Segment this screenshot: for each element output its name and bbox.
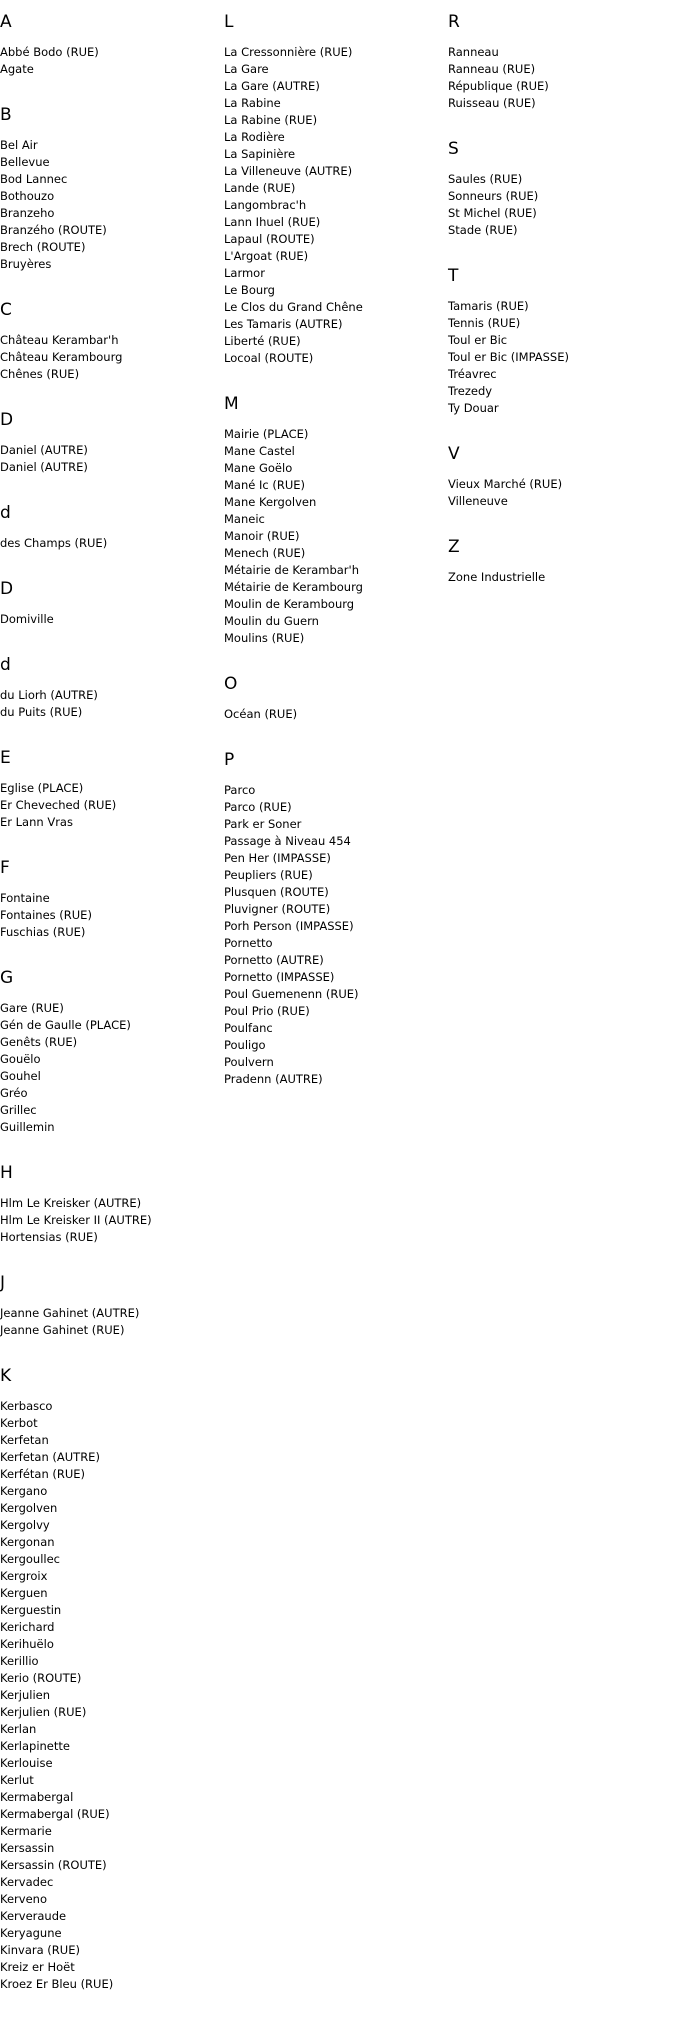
street-name: Domiville — [0, 612, 54, 626]
street-name: La Rodière — [224, 130, 285, 144]
street-name: Poul Prio (RUE) — [224, 1004, 310, 1018]
letter-group — [0, 1271, 222, 1339]
letter-group — [0, 408, 222, 476]
street-name: Ranneau — [448, 45, 499, 59]
street-name: Kerichard — [0, 1620, 55, 1634]
street-name: Pornetto — [224, 936, 273, 950]
street-name: Pouligo — [224, 1038, 266, 1052]
street-name: Abbé Bodo (RUE) — [0, 45, 99, 59]
letter-group — [448, 137, 670, 239]
street-name: St Michel (RUE) — [448, 206, 537, 220]
letter-heading: T — [448, 266, 459, 286]
street-name: Poulfanc — [224, 1021, 273, 1035]
street-list — [0, 1195, 222, 1246]
letter-group — [224, 672, 446, 723]
street-list — [0, 44, 222, 78]
letter-heading: d — [0, 655, 11, 675]
street-name: Kerio (ROUTE) — [0, 1671, 82, 1685]
street-name: Moulin du Guern — [224, 614, 319, 628]
street-name: Keryagune — [0, 1926, 62, 1940]
street-name: Kermarie — [0, 1824, 52, 1838]
street-name: Poul Guemenenn (RUE) — [224, 987, 359, 1001]
street-name: du Puits (RUE) — [0, 705, 83, 719]
street-name: Gouhel — [0, 1069, 41, 1083]
street-name: Kergolven — [0, 1501, 58, 1515]
street-name: Mane Castel — [224, 444, 295, 458]
street-name: Kervadec — [0, 1875, 54, 1889]
street-name: Kerlapinette — [0, 1739, 70, 1753]
street-name: Parco (RUE) — [224, 800, 292, 814]
letter-group — [0, 856, 222, 941]
letter-group — [0, 501, 222, 552]
letter-group — [0, 10, 222, 78]
street-name: Kerjulien — [0, 1688, 51, 1702]
street-list — [0, 1398, 222, 1993]
street-name: Manoir (RUE) — [224, 529, 300, 543]
street-name: Branzeho — [0, 206, 55, 220]
street-name: Kerlut — [0, 1773, 34, 1787]
letter-heading: F — [0, 858, 10, 878]
street-name: Moulin de Kerambourg — [224, 597, 355, 611]
letter-heading: H — [0, 1163, 13, 1183]
street-name: Ty Douar — [448, 401, 499, 415]
street-index-column-3 — [448, 10, 670, 611]
street-name: Kerfetan — [0, 1433, 49, 1447]
street-name: Pornetto (AUTRE) — [224, 953, 324, 967]
street-name: Kersassin (ROUTE) — [0, 1858, 107, 1872]
street-name: Kerveno — [0, 1892, 47, 1906]
street-name: Guillemin — [0, 1120, 55, 1134]
street-name: Porh Person (IMPASSE) — [224, 919, 354, 933]
street-name: Toul er Bic (IMPASSE) — [448, 350, 569, 364]
letter-heading: P — [224, 750, 235, 770]
street-name: Fontaine — [0, 891, 50, 905]
street-name: Jeanne Gahinet (AUTRE) — [0, 1306, 140, 1320]
street-name: Kergano — [0, 1484, 48, 1498]
street-name: La Sapinière — [224, 147, 296, 161]
letter-heading: O — [224, 674, 238, 694]
street-name: Genêts (RUE) — [0, 1035, 78, 1049]
street-list — [0, 1305, 222, 1339]
letter-heading: S — [448, 139, 459, 159]
letter-group — [224, 748, 446, 1088]
street-name: Er Cheveched (RUE) — [0, 798, 117, 812]
street-name: Kersassin — [0, 1841, 55, 1855]
letter-heading: C — [0, 300, 12, 320]
street-name: La Rabine — [224, 96, 281, 110]
street-name: Menech (RUE) — [224, 546, 306, 560]
street-name: Bel Air — [0, 138, 38, 152]
street-name: Pradenn (AUTRE) — [224, 1072, 323, 1086]
street-name: Métairie de Kerambar'h — [224, 563, 359, 577]
street-name: Kerlouise — [0, 1756, 53, 1770]
street-list — [0, 890, 222, 941]
street-name: Daniel (AUTRE) — [0, 460, 88, 474]
street-list — [0, 332, 222, 383]
street-name: Langombrac'h — [224, 198, 307, 212]
street-name: Grillec — [0, 1103, 37, 1117]
street-name: Branzého (ROUTE) — [0, 223, 107, 237]
street-index-column-2 — [224, 10, 446, 1113]
street-name: Kergoullec — [0, 1552, 60, 1566]
street-name: Tréavrec — [448, 367, 497, 381]
street-name: Kerbasco — [0, 1399, 53, 1413]
street-list — [224, 44, 446, 367]
street-name: République (RUE) — [448, 79, 549, 93]
letter-group — [0, 1161, 222, 1246]
street-name: Maneic — [224, 512, 265, 526]
street-name: Kinvara (RUE) — [0, 1943, 80, 1957]
letter-group — [448, 264, 670, 417]
street-name: Mané Ic (RUE) — [224, 478, 306, 492]
street-name: Kerguen — [0, 1586, 48, 1600]
street-name: Larmor — [224, 266, 265, 280]
street-name: Kergroix — [0, 1569, 48, 1583]
street-name: Kreiz er Hoët — [0, 1960, 75, 1974]
street-name: Lapaul (ROUTE) — [224, 232, 315, 246]
street-name: Gréo — [0, 1086, 28, 1100]
street-name: La Rabine (RUE) — [224, 113, 318, 127]
street-name: Kermabergal (RUE) — [0, 1807, 110, 1821]
street-name: Kergonan — [0, 1535, 55, 1549]
letter-group — [448, 10, 670, 112]
street-name: Trezedy — [448, 384, 493, 398]
street-list — [448, 44, 670, 112]
street-list — [0, 535, 222, 552]
street-name: Gouëlo — [0, 1052, 41, 1066]
street-name: Daniel (AUTRE) — [0, 443, 88, 457]
letter-heading: D — [0, 579, 14, 599]
letter-heading: K — [0, 1366, 12, 1386]
street-list — [224, 706, 446, 723]
street-name: Toul er Bic — [448, 333, 508, 347]
street-name: Kerjulien (RUE) — [0, 1705, 87, 1719]
street-list — [0, 611, 222, 628]
street-name: Kermabergal — [0, 1790, 74, 1804]
letter-group — [224, 10, 446, 367]
street-name: Hortensias (RUE) — [0, 1230, 98, 1244]
street-name: Tamaris (RUE) — [448, 299, 529, 313]
street-name: L'Argoat (RUE) — [224, 249, 309, 263]
street-name: Brech (ROUTE) — [0, 240, 86, 254]
letter-group — [0, 577, 222, 628]
street-name: Les Tamaris (AUTRE) — [224, 317, 343, 331]
street-name: La Villeneuve (AUTRE) — [224, 164, 353, 178]
street-name: Gén de Gaulle (PLACE) — [0, 1018, 131, 1032]
letter-heading: J — [0, 1273, 6, 1293]
street-name: Fontaines (RUE) — [0, 908, 92, 922]
street-name: Kerbot — [0, 1416, 38, 1430]
letter-group — [0, 966, 222, 1136]
letter-group — [0, 298, 222, 383]
letter-heading: R — [448, 12, 460, 32]
letter-group — [448, 442, 670, 510]
letter-group — [0, 746, 222, 831]
letter-heading: E — [0, 748, 11, 768]
street-name: Kergolvy — [0, 1518, 50, 1532]
street-name: Ruisseau (RUE) — [448, 96, 536, 110]
letter-heading: M — [224, 394, 239, 414]
street-name: Kerihuëlo — [0, 1637, 54, 1651]
street-name: Bruyères — [0, 257, 52, 271]
street-name: Château Kerambourg — [0, 350, 123, 364]
street-name: Fuschias (RUE) — [0, 925, 86, 939]
street-list — [224, 426, 446, 647]
street-name: Chênes (RUE) — [0, 367, 80, 381]
street-list — [0, 687, 222, 721]
street-name: Pen Her (IMPASSE) — [224, 851, 331, 865]
street-name: Le Clos du Grand Chêne — [224, 300, 363, 314]
street-name: Bod Lannec — [0, 172, 68, 186]
street-name: Hlm Le Kreisker (AUTRE) — [0, 1196, 142, 1210]
street-name: Ranneau (RUE) — [448, 62, 536, 76]
street-name: Mairie (PLACE) — [224, 427, 309, 441]
street-name: Vieux Marché (RUE) — [448, 477, 563, 491]
street-name: Hlm Le Kreisker II (AUTRE) — [0, 1213, 152, 1227]
street-list — [448, 171, 670, 239]
street-name: Kerguestin — [0, 1603, 62, 1617]
street-name: Bothouzo — [0, 189, 55, 203]
street-name: Moulins (RUE) — [224, 631, 305, 645]
street-name: Sonneurs (RUE) — [448, 189, 539, 203]
street-name: Bellevue — [0, 155, 50, 169]
street-name: Château Kerambar'h — [0, 333, 119, 347]
street-name: Océan (RUE) — [224, 707, 298, 721]
street-name: Mane Goëlo — [224, 461, 293, 475]
street-name: Kerveraude — [0, 1909, 67, 1923]
street-name: Villeneuve — [448, 494, 508, 508]
street-name: Peupliers (RUE) — [224, 868, 313, 882]
street-name: Stade (RUE) — [448, 223, 518, 237]
street-name: Agate — [0, 62, 34, 76]
street-name: Lande (RUE) — [224, 181, 296, 195]
street-name: Locoal (ROUTE) — [224, 351, 314, 365]
street-name: Eglise (PLACE) — [0, 781, 84, 795]
street-name: Kroez Er Bleu (RUE) — [0, 1977, 114, 1991]
street-name: Mane Kergolven — [224, 495, 317, 509]
street-name: Le Bourg — [224, 283, 275, 297]
street-list — [0, 1000, 222, 1136]
letter-heading: A — [0, 12, 12, 32]
street-list — [0, 137, 222, 273]
street-list — [0, 442, 222, 476]
letter-heading: B — [0, 105, 12, 125]
letter-group — [224, 392, 446, 647]
letter-group — [0, 653, 222, 721]
letter-heading: D — [0, 410, 14, 430]
street-name: Park er Soner — [224, 817, 302, 831]
street-list — [448, 569, 670, 586]
street-name: Liberté (RUE) — [224, 334, 301, 348]
letter-heading: d — [0, 503, 11, 523]
street-name: La Gare (AUTRE) — [224, 79, 320, 93]
street-name: Lann Ihuel (RUE) — [224, 215, 321, 229]
street-name: Poulvern — [224, 1055, 274, 1069]
street-name: des Champs (RUE) — [0, 536, 108, 550]
letter-heading: V — [448, 444, 460, 464]
letter-group — [0, 1364, 222, 1993]
street-name: La Gare — [224, 62, 269, 76]
letter-group — [448, 535, 670, 586]
street-name: du Liorh (AUTRE) — [0, 688, 98, 702]
street-list — [224, 782, 446, 1088]
letter-group — [0, 103, 222, 273]
street-list — [0, 780, 222, 831]
street-name: Kerlan — [0, 1722, 37, 1736]
street-name: Tennis (RUE) — [448, 316, 521, 330]
street-name: Kerfetan (AUTRE) — [0, 1450, 100, 1464]
street-index-column-1 — [0, 10, 222, 2018]
street-name: Gare (RUE) — [0, 1001, 64, 1015]
street-name: Jeanne Gahinet (RUE) — [0, 1323, 125, 1337]
letter-heading: Z — [448, 537, 460, 557]
letter-heading: L — [224, 12, 234, 32]
street-name: Saules (RUE) — [448, 172, 523, 186]
street-list — [448, 298, 670, 417]
street-name: Parco — [224, 783, 256, 797]
letter-heading: G — [0, 968, 14, 988]
street-name: Plusquen (ROUTE) — [224, 885, 329, 899]
street-name: Métairie de Kerambourg — [224, 580, 363, 594]
street-name: Er Lann Vras — [0, 815, 73, 829]
street-name: Pornetto (IMPASSE) — [224, 970, 335, 984]
street-name: Zone Industrielle — [448, 570, 546, 584]
street-name: La Cressonnière (RUE) — [224, 45, 353, 59]
street-name: Passage à Niveau 454 — [224, 834, 351, 848]
street-name: Kerillio — [0, 1654, 39, 1668]
street-name: Pluvigner (ROUTE) — [224, 902, 331, 916]
street-list — [448, 476, 670, 510]
street-name: Kerfétan (RUE) — [0, 1467, 86, 1481]
